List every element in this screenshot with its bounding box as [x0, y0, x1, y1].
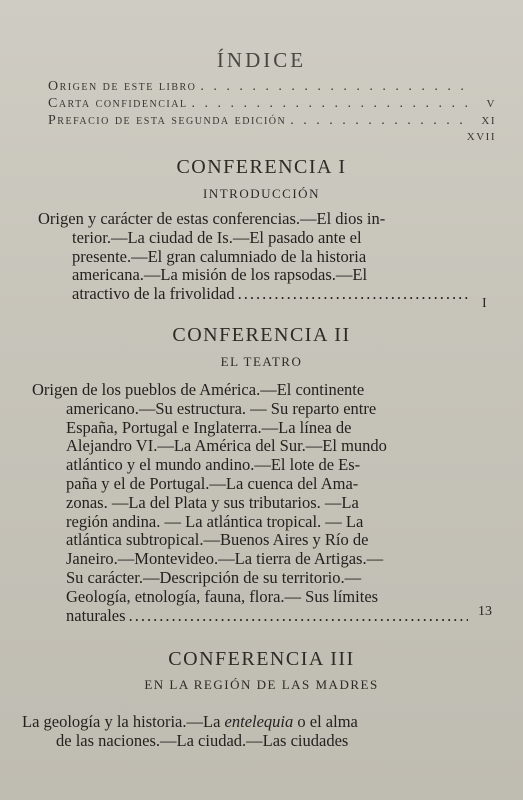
- summary-line: zonas. —La del Plata y sus tributarios. —La: [66, 493, 359, 512]
- front-matter-page: V: [486, 98, 496, 110]
- summary-line: americana.—La misión de los rapsodas.—El: [72, 266, 368, 285]
- summary-line-text: naturales: [66, 606, 126, 625]
- summary-line: de las naciones.—La ciudad.—Las ciudades: [56, 731, 349, 750]
- front-matter-item: [48, 112, 496, 129]
- summary-line-text: o el alma: [293, 713, 358, 731]
- summary-line: Su carácter.—Descripción de su territorio.—: [66, 568, 362, 587]
- summary-line: España, Portugal e Inglaterra.—La línea de: [66, 418, 352, 437]
- front-matter-label: Prefacio de esta segunda edición: [48, 113, 287, 128]
- leader-dots: [129, 607, 468, 626]
- front-matter-list: [48, 78, 496, 146]
- conference-page-number: 13: [478, 604, 492, 619]
- summary-line: Geología, etnología, fauna, flora.— Sus límites: [66, 587, 379, 606]
- conference-summary: [32, 381, 468, 625]
- summary-line: terior.—La ciudad de Is.—El pasado ante el: [72, 228, 362, 247]
- leader-dots: [290, 112, 470, 129]
- front-matter-item: [48, 95, 496, 112]
- conference-heading: CONFERENCIA II: [172, 324, 351, 346]
- italic-term: entelequia: [224, 713, 294, 731]
- leader-dots: [192, 95, 470, 112]
- index-title: ÍNDICE: [216, 48, 307, 72]
- front-matter-label: Carta confidencial: [48, 96, 188, 111]
- front-matter-label: Origen de este libro: [48, 79, 197, 94]
- front-matter-item: [48, 78, 496, 95]
- summary-line: [22, 713, 482, 732]
- conference-summary: [38, 210, 468, 304]
- summary-line: americano.—Su estructura. — Su reparto entre: [66, 399, 377, 418]
- summary-line: atlántica subtropical.—Buenos Aires y Río de: [66, 531, 369, 550]
- front-matter-page: XI: [481, 115, 496, 127]
- conference-heading: CONFERENCIA III: [168, 648, 355, 670]
- summary-line: presente.—El gran calumniado de la historia: [72, 247, 367, 266]
- conference-heading: CONFERENCIA I: [176, 156, 347, 178]
- conference-subtitle: EN LA REGIÓN DE LAS MADRES: [144, 677, 379, 692]
- summary-line: [32, 607, 468, 626]
- summary-line: región andina. — La atlántica tropical. — La: [66, 512, 364, 531]
- summary-line: Origen de los pueblos de América.—El continente: [32, 381, 365, 399]
- leader-dots: [238, 285, 468, 304]
- conference-page-number: I: [482, 296, 487, 311]
- conference-subtitle: EL TEATRO: [220, 354, 303, 369]
- front-matter-page: XVII: [466, 131, 496, 143]
- summary-line-text: La geología y la historia.—La: [22, 713, 225, 731]
- conference-subtitle: INTRODUCCIÓN: [203, 186, 320, 201]
- front-matter-item: [48, 129, 496, 146]
- summary-line-text: atractivo de la frivolidad: [72, 285, 235, 304]
- summary-line: [38, 285, 468, 304]
- summary-line: Janeiro.—Montevideo.—La tierra de Artigas.—: [66, 550, 384, 569]
- leader-dots: [200, 78, 470, 95]
- summary-line: Alejandro VI.—La América del Sur.—El mundo: [66, 437, 387, 456]
- summary-line: Origen y carácter de estas conferencias.—El dios in-: [38, 210, 386, 228]
- summary-line: atlántico y el mundo andino.—El lote de Es-: [66, 456, 361, 475]
- conference-summary: [22, 713, 482, 751]
- summary-line: paña y el de Portugal.—La cuenca del Ama-: [66, 474, 359, 493]
